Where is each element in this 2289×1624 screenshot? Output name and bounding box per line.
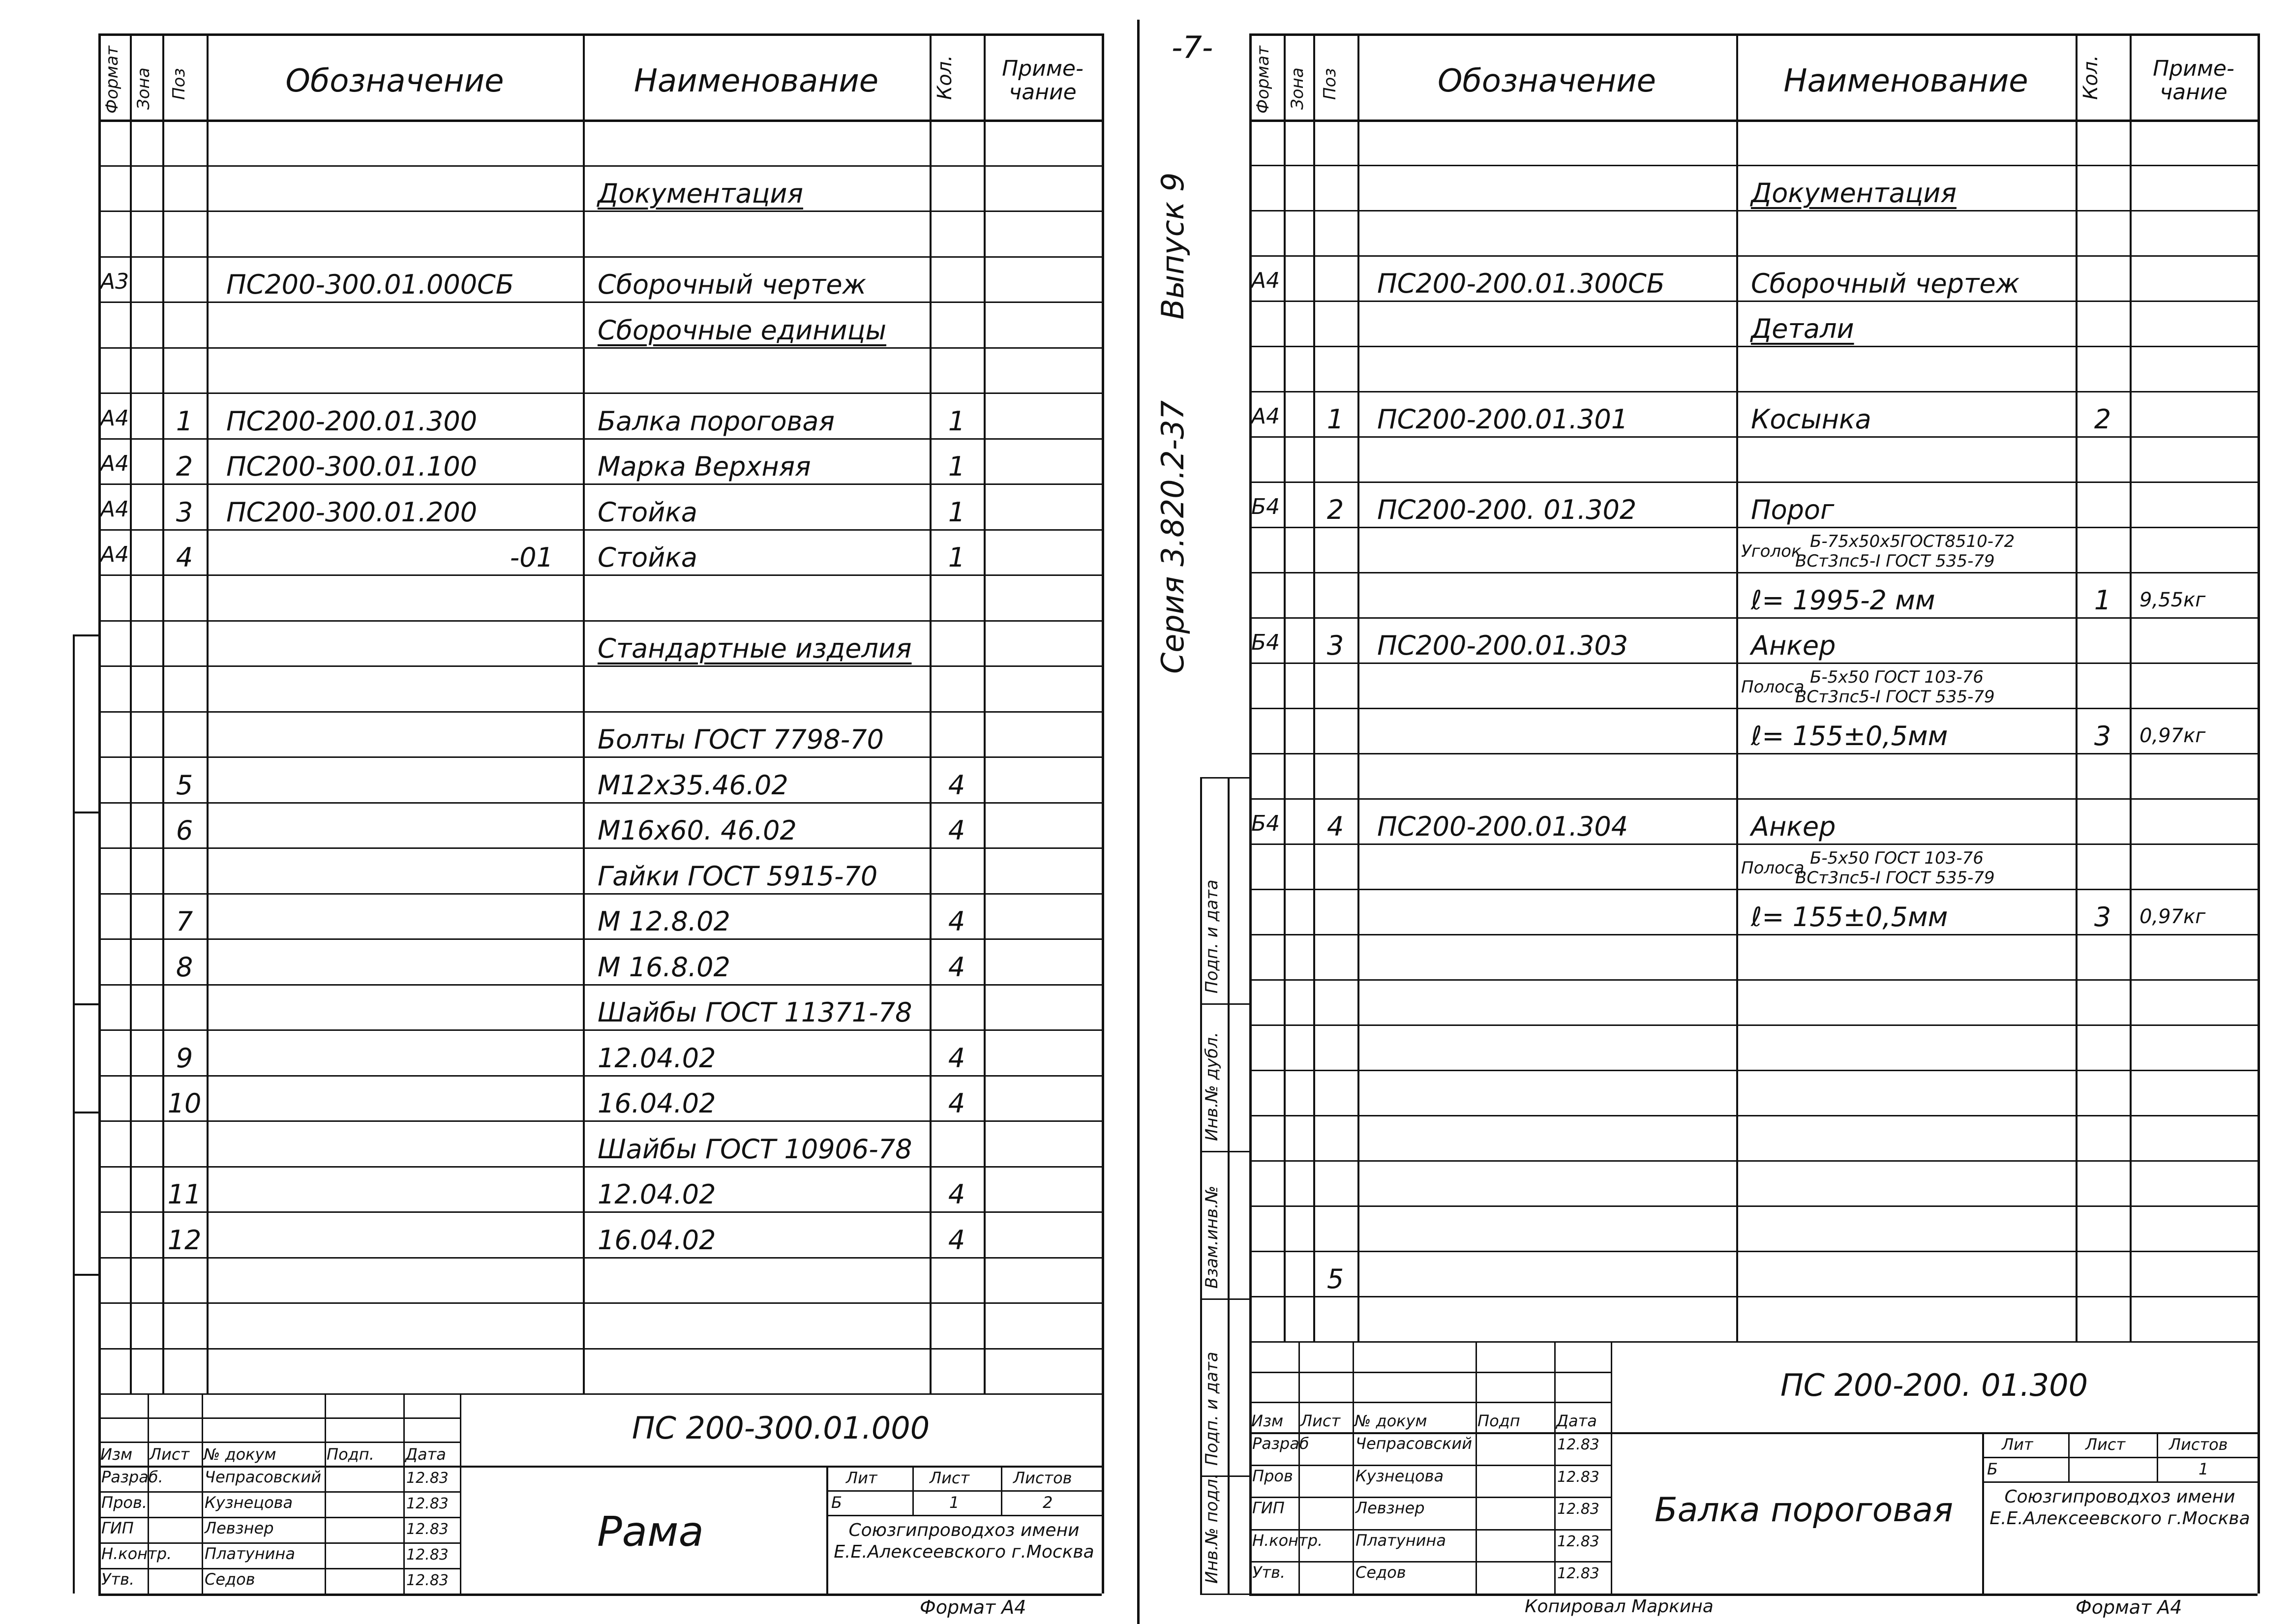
- grid-line-h: [1249, 1594, 2258, 1596]
- title-date: 12.83: [406, 1495, 449, 1512]
- title-person: Седов: [205, 1570, 255, 1589]
- grid-line-v: [1298, 1341, 1300, 1594]
- row-name: М12х35.46.02: [598, 769, 788, 801]
- row-name: Анкер: [1751, 630, 1836, 661]
- grid-line-h: [1249, 1024, 2258, 1026]
- row-name: Шайбы ГОСТ 11371-78: [598, 997, 912, 1028]
- row-name: 12.04.02: [598, 1179, 716, 1210]
- row-format: Б4: [1251, 811, 1280, 836]
- row-designation: ПС200-300.01.100: [226, 451, 478, 482]
- grid-line-h: [98, 802, 1102, 804]
- row-name: Детали: [1751, 313, 1854, 344]
- title-organization: Союзгипроводхоз имени Е.Е.Алексеевского г.Москва: [1989, 1487, 2250, 1529]
- row-quantity: 1: [948, 405, 965, 437]
- grid-line-h: [98, 347, 1102, 349]
- grid-line-h: [98, 529, 1102, 531]
- row-material-grade: ВСт3пс5-I ГОСТ 535-79: [1795, 687, 1995, 707]
- title-sheet-head: Лист: [2085, 1435, 2126, 1454]
- row-designation: ПС200-300.01.000СБ: [226, 269, 514, 300]
- title-sheets-value: 1: [2199, 1460, 2209, 1478]
- row-note: 0,97кг: [2139, 905, 2206, 928]
- grid-line-h: [1249, 934, 2258, 935]
- grid-line-v: [98, 33, 101, 1594]
- row-designation: ПС200-200. 01.302: [1377, 494, 1637, 525]
- row-name: М16х60. 46.02: [598, 815, 797, 846]
- row-format: Б4: [1251, 494, 1280, 519]
- row-position: 2: [1326, 494, 1344, 525]
- row-position: 1: [1326, 404, 1344, 435]
- header-note: Приме- чание: [2153, 56, 2234, 105]
- strip-label: Подп. и дата: [1202, 1352, 1222, 1466]
- row-quantity: 4: [948, 1042, 965, 1074]
- title-role: Н.контр.: [101, 1544, 172, 1563]
- title-date: 12.83: [406, 1572, 449, 1589]
- grid-line-h: [1249, 708, 2258, 709]
- title-col-head: № докум: [1355, 1412, 1427, 1430]
- grid-line-h: [98, 165, 1102, 167]
- row-quantity: 4: [948, 1088, 965, 1119]
- row-name: Сборочный чертеж: [598, 269, 867, 300]
- title-role: Разраб.: [101, 1468, 163, 1486]
- right-specification-sheet: [1141, 0, 2289, 1624]
- title-lit-value: Б: [831, 1493, 842, 1512]
- header-format: Формат: [1253, 46, 1273, 114]
- grid-line-h: [98, 1257, 1102, 1259]
- row-position: 4: [1326, 811, 1344, 842]
- row-name: Сборочный чертеж: [1751, 268, 2020, 299]
- row-quantity: 4: [948, 1224, 965, 1256]
- strip-label: Взам.инв.№: [1202, 1185, 1222, 1289]
- row-material-profile: Б-75х50х5ГОСТ8510-72: [1810, 532, 2015, 551]
- format-label: Формат А4: [2076, 1596, 2182, 1618]
- header-zone: Зона: [1288, 67, 1307, 110]
- row-position: 3: [1326, 630, 1344, 661]
- grid-line-h: [1249, 33, 2258, 36]
- grid-line-h: [1249, 1372, 1611, 1373]
- grid-line-v: [1284, 33, 1286, 1341]
- row-designation: ПС200-200.01.303: [1377, 630, 1628, 661]
- title-role: Утв.: [101, 1570, 135, 1589]
- grid-line-v: [826, 1466, 828, 1594]
- margin-tick: [73, 812, 98, 813]
- row-quantity: 4: [948, 1179, 965, 1210]
- title-item-name: Рама: [597, 1507, 704, 1556]
- grid-line-v: [325, 1393, 326, 1594]
- grid-line-h: [98, 665, 1102, 667]
- title-person: Левзнер: [205, 1519, 274, 1537]
- title-date: 12.83: [1557, 1468, 1599, 1486]
- grid-line-h: [98, 847, 1102, 849]
- title-person: Чепрасовский: [205, 1468, 322, 1486]
- grid-line-h: [1249, 527, 2258, 528]
- title-organization: Союзгипроводхоз имени Е.Е.Алексеевского г.Москва: [834, 1520, 1094, 1562]
- grid-line-h: [1249, 1205, 2258, 1207]
- row-name: Болты ГОСТ 7798-70: [598, 724, 884, 755]
- title-date: 12.83: [406, 1546, 449, 1564]
- header-pos: Поз: [169, 68, 189, 100]
- row-name: 16.04.02: [598, 1088, 716, 1119]
- row-name: Документация: [1751, 178, 1957, 209]
- row-position: 5: [1326, 1263, 1344, 1294]
- grid-line-h: [1249, 1341, 2258, 1343]
- title-role: Н.контр.: [1252, 1531, 1323, 1550]
- row-name: Шайбы ГОСТ 10906-78: [598, 1133, 912, 1165]
- row-name: Документация: [598, 178, 803, 209]
- grid-line-h: [1249, 798, 2258, 800]
- grid-line-v: [1001, 1466, 1002, 1515]
- grid-line-v: [148, 1393, 149, 1594]
- grid-line-h: [1249, 1070, 2258, 1071]
- strip-tick: [1200, 1594, 1249, 1595]
- grid-line-v: [403, 1393, 405, 1594]
- grid-line-v: [1102, 33, 1104, 1594]
- title-person: Платунина: [205, 1544, 295, 1563]
- title-sheets-head: Листов: [2169, 1435, 2228, 1454]
- grid-line-v: [202, 1393, 203, 1594]
- strip-line: [1228, 777, 1230, 1594]
- grid-line-h: [1249, 1160, 2258, 1162]
- grid-line-h: [98, 1393, 1102, 1395]
- grid-line-h: [98, 120, 1102, 122]
- title-col-head: Дата: [405, 1445, 446, 1464]
- title-lit-value: Б: [1987, 1460, 1998, 1478]
- row-designation: ПС200-200.01.300: [226, 405, 478, 437]
- grid-line-h: [1249, 617, 2258, 619]
- title-col-head: Изм: [1251, 1412, 1284, 1430]
- grid-line-h: [98, 1542, 460, 1544]
- grid-line-h: [1249, 1115, 2258, 1116]
- grid-line-h: [98, 33, 1102, 36]
- row-position: 7: [176, 906, 193, 937]
- grid-line-h: [1249, 1561, 1611, 1563]
- format-label: Формат А4: [920, 1596, 1026, 1618]
- grid-line-h: [1249, 572, 2258, 573]
- grid-line-h: [98, 984, 1102, 986]
- row-designation: ПС200-300.01.200: [226, 496, 478, 528]
- grid-line-h: [1249, 843, 2258, 845]
- header-zone: Зона: [134, 67, 153, 110]
- header-designation: Обозначение: [1437, 63, 1657, 99]
- grid-line-h: [98, 574, 1102, 576]
- row-name: Стандартные изделия: [598, 633, 912, 664]
- header-name: Наименование: [1783, 63, 2028, 99]
- grid-line-h: [1249, 481, 2258, 483]
- row-name: ℓ= 1995-2 мм: [1751, 585, 1935, 616]
- title-sheet-value: 1: [949, 1493, 960, 1512]
- row-quantity: 4: [948, 951, 965, 983]
- row-material-grade: ВСт3пс5-I ГОСТ 535-79: [1795, 551, 1995, 571]
- title-lit-head: Лит: [2002, 1435, 2033, 1454]
- row-position: 1: [176, 405, 193, 437]
- grid-line-h: [98, 438, 1102, 440]
- title-role: ГИП: [101, 1519, 134, 1537]
- title-sheet-head: Лист: [930, 1469, 970, 1487]
- sheet-divider: [1137, 20, 1140, 1624]
- margin-line: [73, 634, 75, 1594]
- grid-line-v: [207, 33, 209, 1393]
- grid-line-h: [1249, 1497, 1611, 1498]
- row-designation: ПС200-200.01.301: [1377, 404, 1628, 435]
- row-format: А3: [100, 269, 129, 294]
- row-position: 6: [176, 815, 193, 846]
- grid-line-h: [1249, 165, 2258, 166]
- grid-line-v: [1736, 33, 1738, 1341]
- grid-line-h: [98, 301, 1102, 303]
- row-quantity: 4: [948, 906, 965, 937]
- row-quantity: 1: [948, 542, 965, 573]
- grid-line-v: [1357, 33, 1359, 1341]
- title-col-head: Лист: [150, 1445, 190, 1464]
- row-quantity: 4: [948, 815, 965, 846]
- row-position: 9: [176, 1042, 193, 1074]
- grid-line-h: [98, 1517, 460, 1518]
- grid-line-h: [1249, 1402, 1611, 1403]
- grid-line-v: [1554, 1341, 1556, 1594]
- title-col-head: Лист: [1300, 1412, 1341, 1430]
- margin-tick: [73, 1112, 98, 1113]
- grid-line-v: [2068, 1432, 2070, 1481]
- title-col-head: Дата: [1556, 1412, 1597, 1430]
- row-quantity: 1: [948, 451, 965, 482]
- grid-line-h: [1249, 210, 2258, 211]
- grid-line-v: [130, 33, 132, 1393]
- row-position: 5: [176, 769, 193, 801]
- row-format: А4: [1251, 404, 1280, 429]
- strip-label: Подп. и дата: [1202, 879, 1222, 993]
- row-name: М 12.8.02: [598, 906, 730, 937]
- grid-line-h: [98, 1075, 1102, 1077]
- grid-line-v: [2157, 1432, 2158, 1481]
- grid-line-h: [1249, 1529, 1611, 1531]
- margin-tick: [73, 1003, 98, 1005]
- title-col-head: № докум: [204, 1445, 276, 1464]
- row-name: Сборочные единицы: [598, 314, 887, 346]
- grid-line-h: [98, 893, 1102, 895]
- row-format: А4: [100, 405, 129, 431]
- title-person: Платунина: [1355, 1531, 1446, 1550]
- row-note: 9,55кг: [2139, 589, 2206, 611]
- grid-line-h: [98, 620, 1102, 622]
- row-material-profile: Б-5х50 ГОСТ 103-76: [1810, 667, 1984, 687]
- row-quantity: 3: [2094, 902, 2111, 932]
- row-format: Б4: [1251, 630, 1280, 655]
- row-name: Марка Верхняя: [598, 451, 811, 482]
- grid-line-v: [984, 33, 986, 1393]
- title-sheets-value: 2: [1043, 1493, 1053, 1512]
- grid-line-v: [1313, 33, 1315, 1341]
- row-material-grade: ВСт3пс5-I ГОСТ 535-79: [1795, 868, 1995, 888]
- grid-line-h: [98, 938, 1102, 940]
- left-specification-sheet: [0, 0, 1141, 1624]
- title-date: 12.83: [406, 1521, 449, 1538]
- header-format: Формат: [102, 46, 122, 114]
- grid-line-h: [98, 1029, 1102, 1031]
- header-name: Наименование: [633, 63, 879, 99]
- title-person: Кузнецова: [1355, 1466, 1444, 1485]
- strip-tick: [1200, 1298, 1249, 1300]
- grid-line-h: [98, 1302, 1102, 1304]
- row-name: М 16.8.02: [598, 951, 730, 983]
- grid-line-v: [1476, 1341, 1477, 1594]
- title-role: Пров.: [101, 1493, 147, 1512]
- row-name: Порог: [1751, 494, 1835, 525]
- title-person: Кузнецова: [205, 1493, 293, 1512]
- grid-line-h: [826, 1515, 1102, 1516]
- title-date: 12.83: [1557, 1436, 1599, 1453]
- grid-line-h: [1249, 979, 2258, 981]
- page-number: -7-: [1172, 30, 1213, 65]
- row-quantity: 2: [2094, 404, 2111, 435]
- grid-line-h: [98, 1211, 1102, 1213]
- title-role: ГИП: [1252, 1499, 1285, 1518]
- row-format: А4: [100, 451, 129, 476]
- row-name: Стойка: [598, 496, 698, 528]
- row-position: 12: [167, 1224, 202, 1256]
- row-position: 8: [176, 951, 193, 983]
- grid-line-h: [98, 1594, 1102, 1596]
- row-format: А4: [100, 496, 129, 522]
- row-name: Косынка: [1751, 404, 1871, 435]
- title-item-name: Балка пороговая: [1655, 1491, 1953, 1530]
- title-date: 12.83: [1557, 1533, 1599, 1550]
- grid-line-h: [98, 1417, 460, 1419]
- header-qty: Кол.: [2079, 55, 2102, 100]
- grid-line-h: [98, 1120, 1102, 1122]
- title-doc-code: ПС 200-300.01.000: [632, 1410, 930, 1446]
- title-sheets-head: Листов: [1013, 1469, 1072, 1487]
- header-note: Приме- чание: [1002, 56, 1084, 105]
- row-name: Стойка: [598, 542, 698, 573]
- row-name: 12.04.02: [598, 1042, 716, 1074]
- grid-line-v: [2076, 33, 2078, 1341]
- grid-line-v: [2130, 33, 2132, 1341]
- row-quantity: 1: [2094, 585, 2111, 616]
- strip-label: Инв.№ подл.: [1202, 1474, 1222, 1584]
- strip-tick: [1200, 1003, 1249, 1005]
- strip-label: Инв.№ дубл.: [1202, 1032, 1222, 1141]
- grid-line-v: [1353, 1341, 1354, 1594]
- row-position: 10: [167, 1088, 202, 1119]
- title-date: 12.83: [406, 1470, 449, 1487]
- title-date: 12.83: [1557, 1565, 1599, 1583]
- row-name: Анкер: [1751, 811, 1836, 842]
- grid-line-h: [1249, 662, 2258, 664]
- title-col-head: Изм: [100, 1445, 133, 1464]
- grid-line-h: [98, 256, 1102, 258]
- grid-line-h: [98, 1442, 460, 1443]
- grid-line-h: [98, 1348, 1102, 1350]
- grid-line-h: [826, 1490, 1102, 1492]
- grid-line-h: [1982, 1457, 2258, 1458]
- side-series: Серия 3.820.2-37: [1155, 400, 1191, 674]
- grid-line-h: [98, 756, 1102, 758]
- copied-label: Копировал Маркина: [1525, 1596, 1714, 1617]
- row-format: А4: [1251, 268, 1280, 293]
- title-col-head: Подп.: [327, 1445, 374, 1464]
- grid-line-v: [583, 33, 585, 1393]
- title-date: 12.83: [1557, 1501, 1599, 1518]
- grid-line-h: [98, 211, 1102, 212]
- row-designation: ПС200-200.01.300СБ: [1377, 268, 1665, 299]
- grid-line-v: [2258, 33, 2260, 1594]
- grid-line-h: [1249, 391, 2258, 392]
- row-material-type: Полоса: [1741, 858, 1805, 878]
- header-designation: Обозначение: [285, 63, 504, 99]
- title-lit-head: Лит: [846, 1469, 877, 1487]
- row-position: 3: [176, 496, 193, 528]
- grid-line-h: [1249, 301, 2258, 302]
- title-role: Пров: [1252, 1466, 1293, 1485]
- grid-line-h: [1249, 889, 2258, 890]
- grid-line-h: [98, 1491, 460, 1493]
- header-qty: Кол.: [934, 55, 956, 100]
- row-designation: ПС200-200.01.304: [1377, 811, 1628, 842]
- grid-line-h: [1249, 436, 2258, 438]
- title-person: Чепрасовский: [1355, 1434, 1473, 1453]
- row-name: ℓ= 155±0,5мм: [1751, 721, 1948, 752]
- row-material-type: Уголок: [1741, 541, 1802, 561]
- margin-tick: [73, 634, 98, 636]
- row-designation: -01: [510, 542, 553, 573]
- title-person: Левзнер: [1355, 1499, 1425, 1518]
- grid-line-h: [1249, 255, 2258, 257]
- title-person: Седов: [1355, 1563, 1406, 1582]
- row-position: 4: [176, 542, 193, 573]
- row-material-type: Полоса: [1741, 677, 1805, 697]
- title-role: Утв.: [1252, 1563, 1286, 1582]
- side-issue: Выпуск 9: [1155, 172, 1191, 320]
- row-quantity: 3: [2094, 721, 2111, 752]
- row-position: 2: [176, 451, 193, 482]
- row-name: Гайки ГОСТ 5915-70: [598, 860, 878, 892]
- grid-line-h: [1249, 120, 2258, 122]
- grid-line-h: [98, 1568, 460, 1569]
- grid-line-h: [1249, 1296, 2258, 1297]
- row-name: Балка пороговая: [598, 405, 835, 437]
- grid-line-h: [98, 1166, 1102, 1168]
- row-quantity: 4: [948, 769, 965, 801]
- row-note: 0,97кг: [2139, 724, 2206, 747]
- grid-line-h: [98, 392, 1102, 394]
- title-role: Разраб: [1252, 1434, 1309, 1453]
- grid-line-v: [912, 1466, 914, 1515]
- grid-line-h: [1249, 753, 2258, 754]
- row-format: А4: [100, 542, 129, 567]
- grid-line-h: [1982, 1481, 2258, 1483]
- row-material-profile: Б-5х50 ГОСТ 103-76: [1810, 848, 1984, 868]
- grid-line-h: [98, 483, 1102, 485]
- row-name: ℓ= 155±0,5мм: [1751, 902, 1948, 932]
- grid-line-h: [1249, 1465, 1611, 1466]
- row-position: 11: [167, 1179, 202, 1210]
- grid-line-h: [1249, 1251, 2258, 1252]
- title-doc-code: ПС 200-200. 01.300: [1780, 1367, 2088, 1403]
- strip-tick: [1200, 777, 1249, 779]
- grid-line-h: [98, 711, 1102, 713]
- strip-tick: [1200, 1151, 1249, 1152]
- grid-line-h: [1249, 346, 2258, 347]
- row-name: 16.04.02: [598, 1224, 716, 1256]
- header-pos: Поз: [1320, 68, 1340, 100]
- title-col-head: Подп: [1477, 1412, 1520, 1430]
- row-quantity: 1: [948, 496, 965, 528]
- margin-tick: [73, 1274, 98, 1276]
